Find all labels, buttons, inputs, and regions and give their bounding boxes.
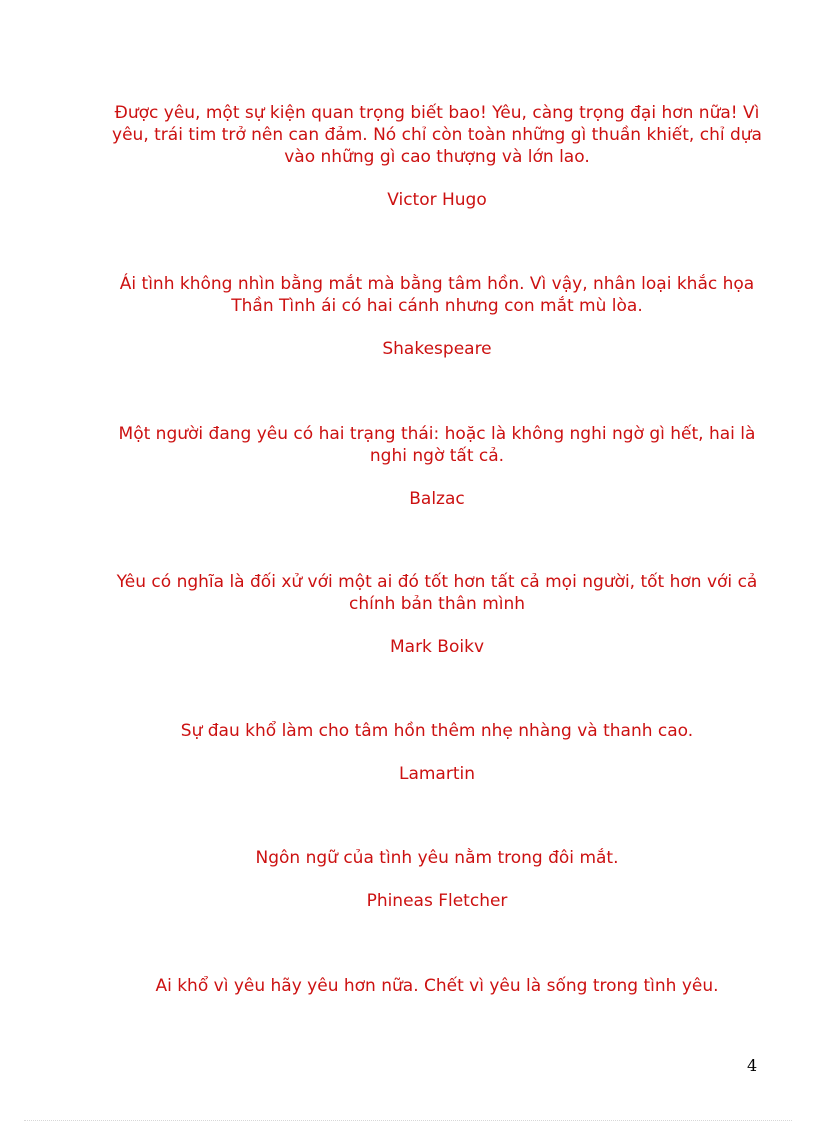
quote-text: Sự đau khổ làm cho tâm hồn thêm nhẹ nhàng và thanh cao. <box>180 721 694 741</box>
quote-text: Ngôn ngữ của tình yêu nằm trong đôi mắt. <box>255 848 619 868</box>
quote-author: Phineas Fletcher <box>366 891 508 911</box>
quote-text: Yêu có nghĩa là đối xử với một ai đó tốt hơn tất cả mọi người, tốt hơn với cả chính bản thân mình <box>116 572 758 614</box>
page-footer-divider <box>24 1120 792 1121</box>
quote-author: Mark Boikv <box>389 637 484 657</box>
quote-text: Một người đang yêu có hai trạng thái: hoặc là không nghi ngờ gì hết, hai là nghi ngờ tất cả. <box>118 424 756 466</box>
quote-author: Balzac <box>409 489 465 509</box>
quote-block <box>100 720 774 785</box>
quote-text: Ai khổ vì yêu hãy yêu hơn nữa. Chết vì yêu là sống trong tình yêu. <box>155 976 719 996</box>
quote-author: Shakespeare <box>382 339 492 359</box>
quote-block <box>100 102 774 211</box>
quote-block <box>100 423 774 510</box>
quote-author: Victor Hugo <box>387 190 487 210</box>
quote-block <box>100 273 774 360</box>
quote-block <box>100 975 774 997</box>
quote-text: Được yêu, một sự kiện quan trọng biết bao! Yêu, càng trọng đại hơn nữa! Vì yêu, trái tim trở nên can đảm. Nó chỉ còn toàn những gì thuần khiết, chỉ dựa vào những gì cao thượng và lớn lao. <box>112 103 762 167</box>
quote-author: Lamartin <box>398 764 476 784</box>
page-number: 4 <box>747 1056 758 1075</box>
quote-block <box>100 571 774 658</box>
quote-block <box>100 847 774 912</box>
quote-text: Ái tình không nhìn bằng mắt mà bằng tâm hồn. Vì vậy, nhân loại khắc họa Thần Tình ái có hai cánh nhưng con mắt mù lòa. <box>119 274 755 316</box>
